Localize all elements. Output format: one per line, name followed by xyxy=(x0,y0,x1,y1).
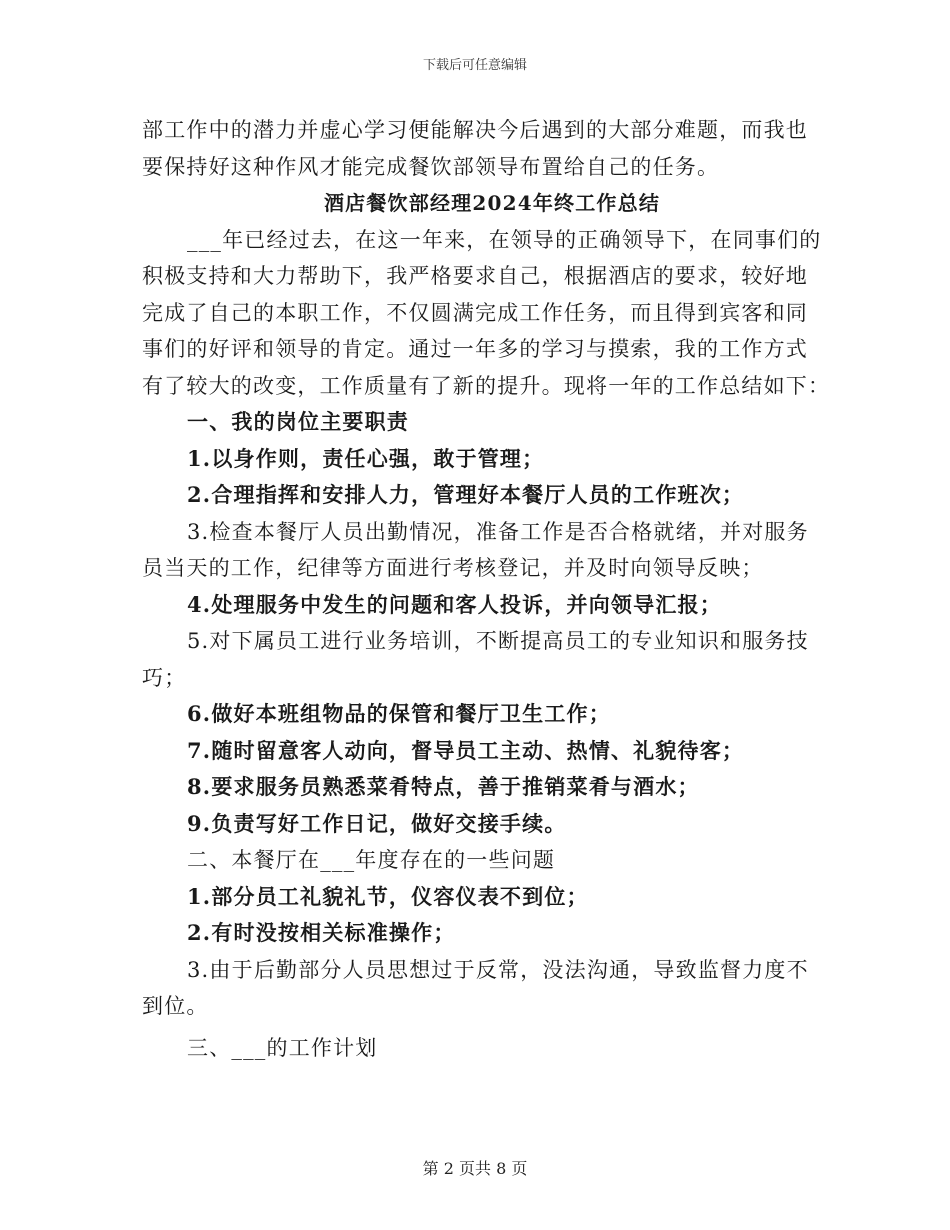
paragraph-line-1: 部工作中的潜力并虚心学习便能解决今后遇到的大部分难题，而我也 xyxy=(142,118,808,142)
duty-item-7: 7.随时留意客人动向，督导员工主动、热情、礼貌待客； xyxy=(187,737,745,763)
duty-item-5-cont: 巧； xyxy=(142,665,187,690)
duty-item-8: 8.要求服务员熟悉菜肴特点，善于推销菜肴与酒水； xyxy=(187,774,700,799)
section-heading-3: 三、___的工作计划 xyxy=(187,1035,378,1060)
paragraph-line-8: 有了较大的改变，工作质量有了新的提升。现将一年的工作总结如下： xyxy=(142,373,831,398)
duty-item-3: 3.检查本餐厅人员出勤情况，准备工作是否合格就绪，并对服务 xyxy=(187,519,809,544)
problem-item-2: 2.有时没按相关标准操作； xyxy=(187,920,456,945)
page-number-footer: 第 2 页共 8 页 xyxy=(422,1159,528,1178)
paragraph-line-2: 要保持好这种作风才能完成餐饮部领导布置给自己的任务。 xyxy=(142,154,720,179)
section-heading-2: 二、本餐厅在___年度存在的一些问题 xyxy=(187,848,556,872)
document-body xyxy=(142,112,831,1066)
duty-item-4: 4.处理服务中发生的问题和客人投诉，并向领导汇报； xyxy=(187,591,722,617)
problem-item-3: 3.由于后勤部分人员思想过于反常，没法沟通，导致监督力度不 xyxy=(187,957,809,982)
page-header-note: 下载后可任意编辑 xyxy=(422,58,527,73)
section-heading-1: 一、我的岗位主要职责 xyxy=(187,409,409,434)
duty-item-6: 6.做好本班组物品的保管和餐厅卫生工作； xyxy=(187,701,611,726)
problem-item-1: 1.部分员工礼貌礼节，仪容仪表不到位； xyxy=(187,883,589,909)
problem-item-3-cont: 到位。 xyxy=(142,994,209,1018)
paragraph-line-4: ___年已经过去，在这一年来，在领导的正确领导下，在同事们的 xyxy=(187,227,822,252)
duty-item-3-cont: 员当天的工作，纪律等方面进行考核登记，并及时向领导反映； xyxy=(142,556,764,580)
duty-item-5: 5.对下属员工进行业务培训，不断提高员工的专业知识和服务技 xyxy=(187,629,809,653)
duty-item-2: 2.合理指挥和安排人力，管理好本餐厅人员的工作班次； xyxy=(187,482,745,507)
paragraph-line-7: 事们的好评和领导的肯定。通过一年多的学习与摸索，我的工作方式 xyxy=(142,337,808,361)
paragraph-line-6: 完成了自己的本职工作，不仅圆满完成工作任务，而且得到宾客和同 xyxy=(142,300,808,325)
duty-item-1: 1.以身作则，责任心强，敢于管理； xyxy=(187,445,545,471)
duty-item-9: 9.负责写好工作日记，做好交接手续。 xyxy=(187,810,567,836)
document-title: 酒店餐饮部经理2024年终工作总结 xyxy=(323,191,661,215)
paragraph-line-5: 积极支持和大力帮助下，我严格要求自己，根据酒店的要求，较好地 xyxy=(142,264,808,288)
